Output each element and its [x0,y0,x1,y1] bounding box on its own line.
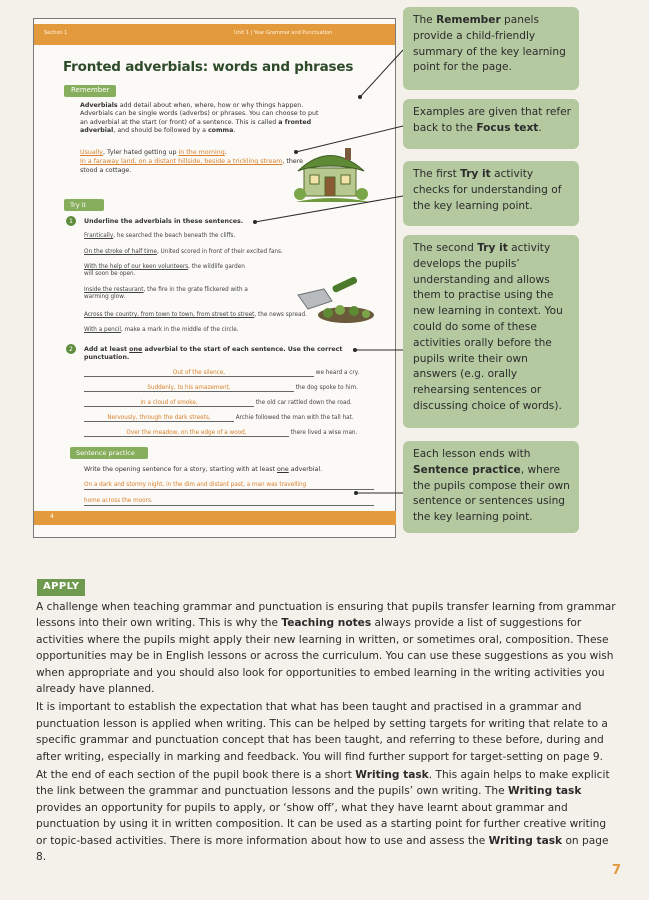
apply-paragraph-3: At the end of each section of the pupil book there is a short Writing task. This again helps to make explicit the link between the grammar and punctuation lessons and the pupils’ own writing. The Writing task provides an opportunity for pupils to apply, or ‘show off’, what they have learnt about grammar and punctuation by using it in written composition. It can be used as a starting point for further creative writing or topic-based activities. There is more information about how to use and assess the Writing task on page 8. [36,769,610,864]
practice-line-1: On a dark and stormy night, in the dim and distant past, a man was travelling [84,481,374,490]
example-text: Usually, Tyler hated getting up in the morning. In a faraway land, on a distant hillside, beside a trickling stream, there stood a cottage. [80,149,304,174]
callout-second-try-it: The second Try it activity develops the pupils’ understanding and allows them to practise using the new learning in context. You could do some of these activities orally before the pupils write their own answers (e.g. orally rehearsing sentences or discussing choice of words). [403,235,579,428]
remember-text: Adverbials add detail about when, where, how or why things happen. Adverbials can be single words (adverbs) or phrases. You can choose to put an adverbial at the start (or front) of a sentence. This is called a fronted adverbial, and should be followed by a comma. [80,102,319,134]
apply-paragraph-1: A challenge when teaching grammar and punctuation is ensuring that pupils transfer learning from grammar lessons into their own writing. This is why the Teaching notes always provide a list of suggestions for activities where the pupils might apply their new learning in written, or sometimes oral, composition. These opportunities may be in English lessons or across the curriculum. You can use these suggestions as you wish when appropriate and you should also look for opportunities to embed learning in the writing activities you already have planned. [36,601,616,696]
sentence-practice-text: Write the opening sentence for a story, starting with at least one adverbial. [84,466,323,473]
sample-title: Fronted adverbials: words and phrases [63,59,354,75]
sample-page-number: 4 [50,513,54,520]
q2-row: Suddenly, to his amazement, the dog spoke to him. [84,385,358,392]
q1-sentence: With a pencil, make a mark in the middle of the circle. [84,327,239,333]
q2-row: Out of the silence, we heard a cry. [84,370,359,377]
q1-sentence: Inside the restaurant, the fire in the grate flickered with a warming glow. [84,287,248,300]
cottage-illustration [290,144,372,202]
question-1-text: Underline the adverbials in these sentences. [84,218,244,225]
pupil-book-sample [33,18,396,538]
page-number: 7 [612,863,622,878]
trowel-illustration [288,277,378,325]
q1-sentence: With the help of our keen volunteers, the wildlife garden will soon be open. [84,264,245,277]
callout-examples: Examples are given that refer back to the Focus text. [403,99,579,149]
sample-header-left: Section 1 [44,30,68,36]
practice-line-2: home across the moors. [84,497,374,506]
q1-sentence: Frantically, he searched the beach beneath the cliffs. [84,233,236,239]
sample-footer-bar [34,511,396,525]
try-it-tab: Try it [64,199,104,211]
apply-body [36,599,616,868]
callout-sentence-practice: Each lesson ends with Sentence practice, where the pupils compose their own sentence or sentences using the key learning point. [403,441,579,533]
sentence-practice-tab: Sentence practice [70,447,148,459]
q2-row: In a cloud of smoke, the old car rattled down the road. [84,400,352,407]
q2-row: Nervously, through the dark streets, Archie followed the man with the tall hat. [84,415,354,422]
q1-sentence: Across the country, from town to town, from street to street, the news spread. [84,312,307,318]
apply-badge: APPLY [37,579,85,596]
remember-tab: Remember [64,85,116,97]
callout-remember: The Remember panels provide a child-friendly summary of the key learning point for the page. [403,7,579,90]
question-1-number: 1 [66,216,76,226]
q2-row: Over the meadow, on the edge of a wood, there lived a wise man. [84,430,357,437]
sample-header-bar [34,24,395,45]
q1-sentence: On the stroke of half time, United scored in front of their excited fans. [84,249,283,255]
callout-first-try-it: The first Try it activity checks for understanding of the key learning point. [403,161,579,226]
sample-header-right: Unit 1 | Year Grammar and Punctuation [234,30,333,36]
question-2-text: Add at least one adverbial to the start of each sentence. Use the correct punctuation. [84,346,343,361]
question-2-number: 2 [66,344,76,354]
apply-paragraph-2: It is important to establish the expectation that what has been taught and practised in a grammar and punctuation lesson is applied when writing. This can be helped by setting targets for writing that relate to a specific grammar and punctuation concept that has been taught, and referring to these before, during and after writing, especially in marking and feedback. You will find further support for target-setting on page 9. [36,701,608,763]
